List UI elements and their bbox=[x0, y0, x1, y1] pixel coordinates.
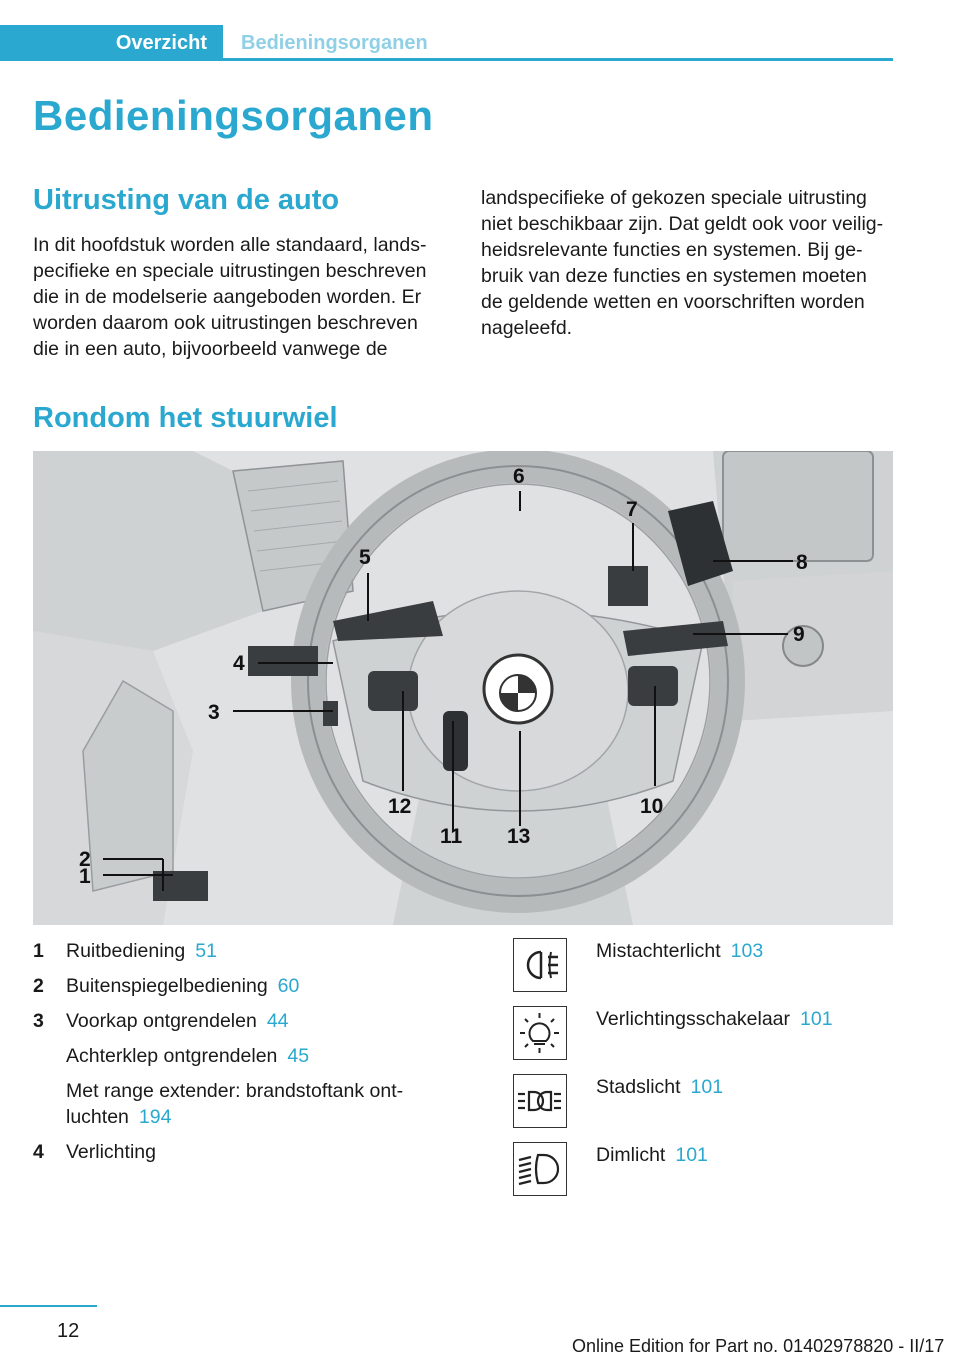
section-title-equipment: Uitrusting van de auto bbox=[33, 184, 340, 216]
callout-7: 7 bbox=[626, 498, 638, 521]
legend-icon-item bbox=[513, 1006, 893, 1062]
footer-rule bbox=[0, 1305, 97, 1307]
callout-3: 3 bbox=[208, 701, 220, 724]
legend-label: Achterklep ontgrendelen bbox=[66, 1045, 278, 1067]
legend-label: Verlichting bbox=[66, 1141, 156, 1163]
legend-item bbox=[33, 1008, 453, 1034]
callout-10: 10 bbox=[640, 795, 664, 818]
tab-overzicht[interactable]: Overzicht bbox=[0, 25, 223, 61]
legend-label: Met range extender: brandstoftank ontluchten bbox=[66, 1080, 404, 1128]
page-reference-link[interactable]: 60 bbox=[277, 975, 300, 997]
legend-number: 2 bbox=[33, 975, 44, 997]
page-number: 12 bbox=[57, 1320, 80, 1342]
legend-label: Voorkap ontgrendelen bbox=[66, 1010, 257, 1032]
page-reference-link[interactable]: 101 bbox=[690, 1076, 724, 1098]
tab-bedieningsorganen[interactable]: Bedieningsorganen bbox=[241, 32, 428, 54]
low-beam-icon bbox=[513, 1142, 567, 1196]
page-reference-link[interactable]: 51 bbox=[195, 940, 217, 962]
legend-item bbox=[33, 938, 453, 964]
page-reference-link[interactable]: 194 bbox=[138, 1106, 172, 1128]
section-title-steering-wheel: Rondom het stuurwiel bbox=[33, 402, 338, 434]
callout-4: 4 bbox=[233, 652, 245, 675]
page-reference-link[interactable]: 101 bbox=[800, 1008, 833, 1030]
callout-5: 5 bbox=[359, 546, 371, 569]
callout-2: 2 bbox=[79, 848, 91, 871]
legend-list-right bbox=[513, 938, 893, 1210]
rear-fog-light-icon bbox=[513, 938, 567, 992]
callout-6: 6 bbox=[513, 465, 525, 488]
legend-item bbox=[33, 1078, 426, 1130]
legend-number: 1 bbox=[33, 940, 44, 962]
parking-light-icon bbox=[513, 1074, 567, 1128]
legend-number: 3 bbox=[33, 1010, 44, 1032]
header-bar bbox=[0, 25, 893, 61]
legend-label: Stadslicht bbox=[596, 1076, 681, 1098]
page-reference-link[interactable]: 103 bbox=[730, 940, 764, 962]
legend-item bbox=[33, 1043, 453, 1069]
legend-icon-item bbox=[513, 1142, 893, 1198]
intro-paragraph-right: landspecifieke of gekozen speciale uitrusting niet beschikbaar zijn. Dat geldt ook voor veiligheidsrelevante functies en systemen. Bij gebruik van deze functies en systemen moeten de geldende wetten en voorschriften worden nageleefd. bbox=[481, 187, 884, 339]
legend-item bbox=[33, 973, 453, 999]
legend-item bbox=[33, 1139, 453, 1165]
legend-label: Verlichtingsschakelaar bbox=[596, 1008, 791, 1030]
callout-9: 9 bbox=[793, 623, 805, 646]
callout-11: 11 bbox=[440, 825, 463, 848]
callout-12: 12 bbox=[388, 795, 412, 818]
legend-label: Ruitbediening bbox=[66, 940, 186, 962]
page-reference-link[interactable]: 101 bbox=[675, 1144, 708, 1166]
callout-8: 8 bbox=[796, 551, 808, 574]
legend-icon-item bbox=[513, 1074, 893, 1130]
legend-number: 4 bbox=[33, 1141, 44, 1163]
page-title: Bedieningsorganen bbox=[33, 92, 434, 139]
intro-paragraph-left: In dit hoofdstuk worden alle standaard, landspecifieke en speciale uitrustingen beschreven die in de modelserie aangeboden worden. Er worden daarom ook uitrustingen beschreven die in een auto, bijvoorbeeld vanwege de bbox=[33, 234, 427, 360]
callout-1: 1 bbox=[79, 865, 91, 888]
legend-icon-item bbox=[513, 938, 893, 994]
legend-label: Mistachterlicht bbox=[596, 940, 721, 962]
callout-13: 13 bbox=[507, 825, 531, 848]
page-reference-link[interactable]: 45 bbox=[287, 1045, 310, 1067]
edition-note: Online Edition for Part no. 01402978820 - II/17 bbox=[572, 1336, 945, 1356]
header-rule bbox=[0, 58, 893, 61]
light-switch-icon bbox=[513, 1006, 567, 1060]
legend-label: Buitenspiegelbediening bbox=[66, 975, 268, 997]
page-reference-link[interactable]: 44 bbox=[266, 1010, 289, 1032]
legend-label: Dimlicht bbox=[596, 1144, 666, 1166]
steering-wheel-illustration bbox=[33, 451, 893, 925]
legend-list-left bbox=[33, 938, 453, 1174]
